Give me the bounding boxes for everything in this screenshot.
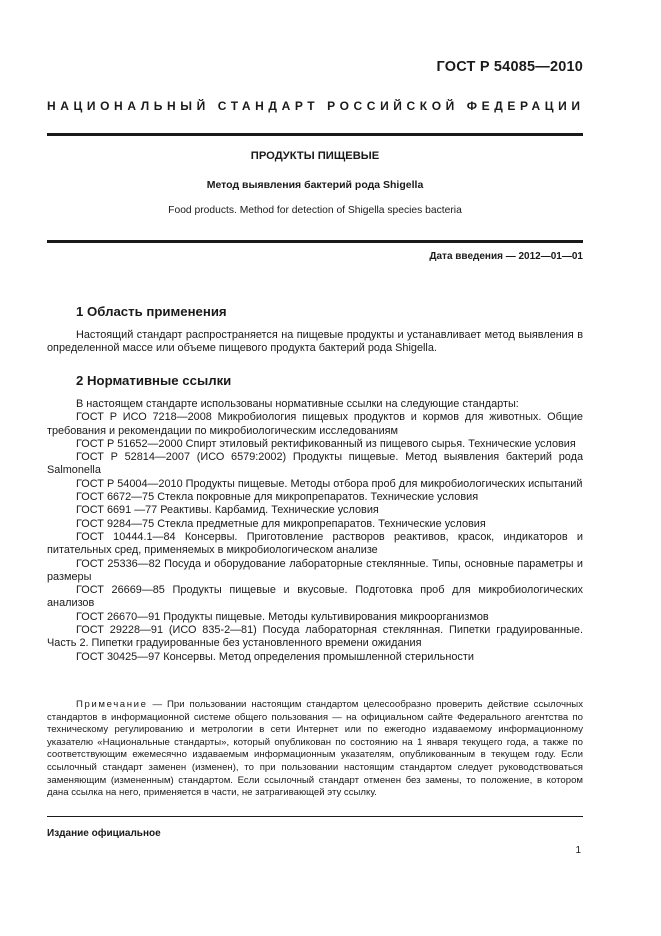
reference-item: ГОСТ 9284—75 Стекла предметные для микропрепаратов. Технические условия [76,517,486,530]
reference-item: ГОСТ 25336—82 Посуда и оборудование лабораторные стеклянные. Типы, основные параметры и размеры [47,557,583,583]
reference-item: ГОСТ 26670—91 Продукты пищевые. Методы культивирования микроорганизмов [76,610,489,623]
title-divider [47,240,583,243]
introduction-date: Дата введения — 2012—01—01 [429,251,583,262]
reference-item: ГОСТ 30425—97 Консервы. Метод определения промышленной стерильности [76,650,474,663]
standard-code: ГОСТ Р 54085—2010 [436,59,583,75]
header-divider [47,133,583,136]
document-subtitle: Метод выявления бактерий рода Shigella [206,179,424,191]
reference-item: ГОСТ 6672—75 Стекла покровные для микропрепаратов. Технические условия [76,491,479,504]
note-text: — При пользовании настоящим стандартом целесообразно проверить действие ссылочных стандартов в информационной системе общего пользования — на официальном сайте Федерального агентства по техническому регулированию и метрологии в сети Интернет или по ежегодно издаваемому информационному указателю «Национальные стандарты», который опубликован по состоянию на 1 января текущего года, а также по соответствующим ежемесячно издаваемым информационным указателям, опубликованным в текущем году. Если ссылочный стандарт заменен (изменен), то при пользовании настоящим стандартом следует руководствоваться заменяющим (измененным) стандартом. Если ссылочный стандарт отменен без замены, то положение, в котором дана ссылка на него, применяется в части, не затрагивающей эту ссылку. [47,699,583,799]
reference-item: ГОСТ 26669—85 Продукты пищевые и вкусовые. Подготовка проб для микробиологических анализов [47,584,583,610]
reference-item: ГОСТ 10444.1—84 Консервы. Приготовление растворов реактивов, красок, индикаторов и питательных сред, применяемых в микробиологическом анализе [47,530,583,557]
reference-item: ГОСТ Р 52814—2007 (ИСО 6579:2002) Продукты пищевые. Метод выявления бактерий рода Salmonella [47,451,583,477]
section-1-body [47,329,583,356]
references-intro: В настоящем стандарте использованы нормативные ссылки на следующие стандарты: [76,398,519,410]
edition-label: Издание официальное [47,828,161,839]
reference-item: ГОСТ Р 51652—2000 Спирт этиловый ректификованный из пищевого сырья. Технические условия [76,437,576,450]
page-number: 1 [575,845,581,856]
national-standard-banner: НАЦИОНАЛЬНЫЙ СТАНДАРТ РОССИЙСКОЙ ФЕДЕРАЦИИ [47,99,585,113]
section-1-heading: 1 Область применения [76,304,227,319]
references-note [47,699,583,800]
footer-divider [47,816,583,817]
reference-item: ГОСТ 29228—91 (ИСО 835-2—81) Посуда лабораторная стеклянная. Пипетки градуированные. Часть 2. Пипетки градуированные без установленного времени ожидания [47,624,583,650]
section-2-body [47,398,583,664]
reference-item: ГОСТ Р ИСО 7218—2008 Микробиология пищевых продуктов и кормов для животных. Общие требования и рекомендации по микробиологическим исследованиям [47,411,583,437]
section-2-heading: 2 Нормативные ссылки [76,373,232,388]
document-title-english: Food products. Method for detection of Shigella species bacteria [168,205,462,216]
document-title: ПРОДУКТЫ ПИЩЕВЫЕ [250,150,380,162]
note-label: Примечание [76,699,148,710]
reference-item: ГОСТ Р 54004—2010 Продукты пищевые. Методы отбора проб для микробиологических испытаний [76,477,583,490]
section-1-paragraph: Настоящий стандарт распространяется на пищевые продукты и устанавливает метод выявления в определенной массе или объеме пищевого продукта бактерий рода Shigella. [47,329,583,355]
reference-item: ГОСТ 6691 —77 Реактивы. Карбамид. Технические условия [76,504,379,517]
